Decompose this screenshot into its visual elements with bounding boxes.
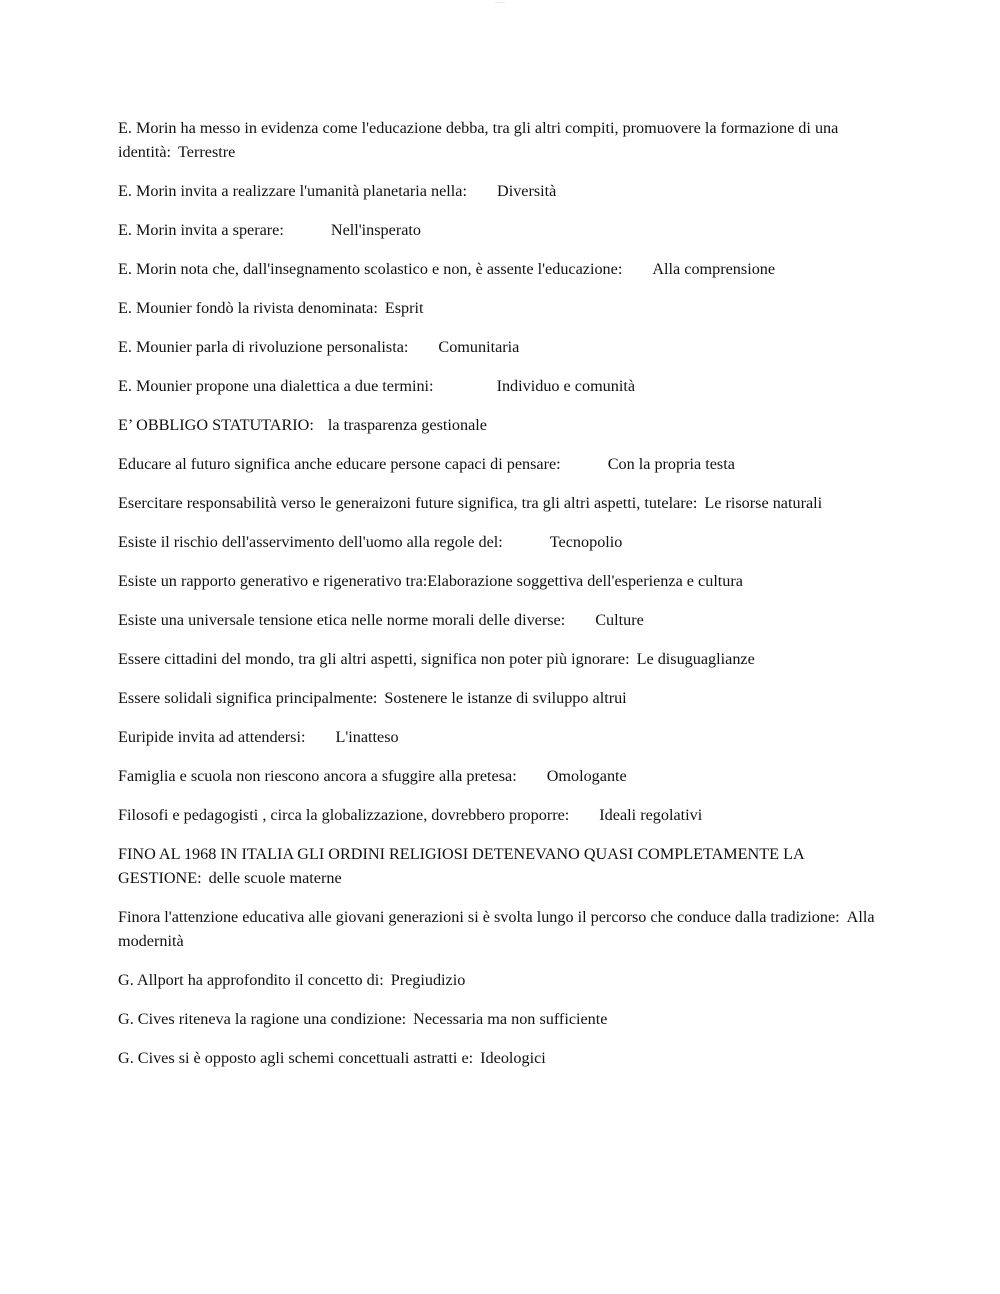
question-text: Esercitare responsabilità verso le generaizoni future significa, tra gli altri aspetti, tutelare: [118, 494, 698, 512]
question-text: Essere cittadini del mondo, tra gli altri aspetti, significa non poter più ignorare: [118, 650, 630, 668]
question-text: G. Allport ha approfondito il concetto di: [118, 971, 384, 989]
qa-item [118, 452, 890, 476]
answer-text: Le risorse naturali [704, 494, 823, 512]
qa-item [118, 764, 890, 788]
qa-item [118, 725, 890, 749]
answer-text: la trasparenza gestionale [327, 416, 487, 434]
qa-item [118, 803, 890, 827]
qa-item [118, 413, 890, 437]
answer-text: Con la propria testa [607, 455, 735, 473]
qa-item [118, 218, 890, 242]
question-text: E. Mounier parla di rivoluzione personalista: [118, 338, 409, 356]
answer-text: Tecnopolio [549, 533, 623, 551]
question-text: E. Morin nota che, dall'insegnamento scolastico e non, è assente l'educazione: [118, 260, 623, 278]
qa-item [118, 335, 890, 359]
question-text: E. Morin ha messo in evidenza come l'educazione debba, tra gli altri compiti, promuovere la formazione di una identità: [118, 119, 839, 161]
answer-text: Sostenere le istanze di sviluppo altrui [384, 689, 627, 707]
answer-text: Individuo e comunità [496, 377, 636, 395]
answer-text: L'inatteso [335, 728, 399, 746]
qa-item [118, 608, 890, 632]
answer-text: Omologante [546, 767, 627, 785]
question-text: FINO AL 1968 IN ITALIA GLI ORDINI RELIGIOSI DETENEVANO QUASI COMPLETAMENTE LA GESTIONE: [118, 845, 804, 887]
answer-text: Necessaria ma non sufficiente [413, 1010, 608, 1028]
qa-item [118, 686, 890, 710]
question-text: E. Mounier fondò la rivista denominata: [118, 299, 378, 317]
qa-item [118, 179, 890, 203]
qa-item [118, 296, 890, 320]
qa-item [118, 842, 890, 890]
qa-item [118, 1007, 890, 1031]
qa-item [118, 968, 890, 992]
answer-text: Culture [595, 611, 644, 629]
question-text: Essere solidali significa principalmente: [118, 689, 378, 707]
qa-item [118, 569, 890, 593]
page-header-mark: —— — [495, 0, 505, 4]
question-text: E. Mounier propone una dialettica a due termini: [118, 377, 434, 395]
answer-text: Diversità [497, 182, 557, 200]
answer-text: Pregiudizio [390, 971, 466, 989]
question-text: Euripide invita ad attendersi: [118, 728, 306, 746]
answer-text: Alla modernità [118, 908, 875, 950]
answer-text: Esprit [384, 299, 424, 317]
question-text: Finora l'attenzione educativa alle giovani generazioni si è svolta lungo il percorso che conduce dalla tradizione: [118, 908, 840, 926]
qa-item [118, 530, 890, 554]
qa-item [118, 374, 890, 398]
answer-text: Ideologici [480, 1049, 546, 1067]
qa-list [118, 116, 890, 1085]
question-text: E. Morin invita a realizzare l'umanità planetaria nella: [118, 182, 467, 200]
answer-text: Elaborazione soggettiva dell'esperienza e cultura [427, 572, 743, 590]
question-text: E’ OBBLIGO STATUTARIO: [118, 416, 314, 434]
qa-item [118, 116, 890, 164]
question-text: G. Cives riteneva la ragione una condizione: [118, 1010, 407, 1028]
question-text: Famiglia e scuola non riescono ancora a sfuggire alla pretesa: [118, 767, 517, 785]
answer-text: Comunitaria [438, 338, 520, 356]
qa-item [118, 257, 890, 281]
question-text: G. Cives si è opposto agli schemi concettuali astratti e: [118, 1049, 474, 1067]
question-text: Esiste un rapporto generativo e rigenerativo tra: [118, 572, 428, 590]
answer-text: Ideali regolativi [599, 806, 703, 824]
qa-item [118, 491, 890, 515]
answer-text: Le disuguaglianze [636, 650, 755, 668]
qa-item [118, 647, 890, 671]
answer-text: Nell'insperato [330, 221, 421, 239]
question-text: Educare al futuro significa anche educare persone capaci di pensare: [118, 455, 561, 473]
answer-text: Terrestre [178, 143, 236, 161]
question-text: Filosofi e pedagogisti , circa la globalizzazione, dovrebbero proporre: [118, 806, 570, 824]
answer-text: delle scuole materne [208, 869, 342, 887]
qa-item [118, 905, 890, 953]
question-text: Esiste una universale tensione etica nelle norme morali delle diverse: [118, 611, 566, 629]
qa-item [118, 1046, 890, 1070]
question-text: E. Morin invita a sperare: [118, 221, 284, 239]
question-text: Esiste il rischio dell'asservimento dell'uomo alla regole del: [118, 533, 503, 551]
answer-text: Alla comprensione [652, 260, 776, 278]
